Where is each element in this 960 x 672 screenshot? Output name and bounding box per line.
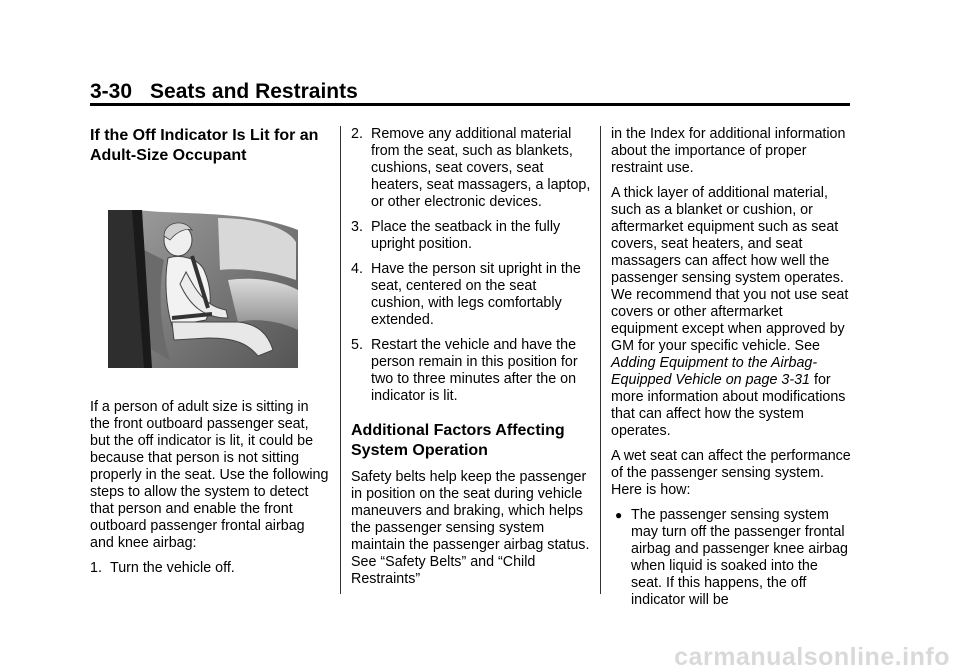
column-3	[611, 126, 851, 609]
step-text: Restart the vehicle and have the person remain in this position for two to three minutes after the on indicator is lit.	[371, 337, 578, 404]
heading-line-1: Additional Factors Affecting	[351, 422, 565, 439]
column-divider-2	[600, 126, 601, 594]
wet-seat-paragraph: A wet seat can affect the performance of the passenger sensing system. Here is how:	[611, 448, 851, 498]
step-text: Remove any additional material from the seat, such as blankets, cushions, seat covers, seat heaters, seat massagers, a laptop, or other electronic devices.	[371, 126, 591, 210]
heading-line-2: System Operation	[351, 442, 488, 459]
page-number: 3-30	[90, 80, 133, 103]
bullet-item	[611, 507, 851, 609]
watermark: carmanualsonline.info	[674, 643, 950, 671]
section-title: Seats and Restraints	[150, 80, 358, 103]
aftermarket-text: A thick layer of additional material, such as a blanket or cushion, or aftermarket equipment such as seat covers, seat heaters, and seat massagers can affect how well the passenger sensing system operates. We recommend that you not use seat covers or other aftermarket equipment except when approved by GM for your specific vehicle. See	[611, 185, 849, 354]
step-1	[90, 560, 330, 577]
header-rule	[90, 103, 850, 106]
step-number: 4.	[351, 261, 363, 277]
bullet-icon: ●	[615, 508, 623, 522]
heading-line-2: Adult-Size Occupant	[90, 147, 247, 164]
page-header	[90, 80, 850, 104]
step-number: 2.	[351, 126, 363, 142]
step-number: 3.	[351, 219, 363, 235]
step-4	[351, 261, 591, 329]
step-3	[351, 219, 591, 253]
step-text: Place the seatback in the fully upright position.	[371, 219, 561, 252]
column-divider-1	[340, 126, 341, 594]
seated-occupant-illustration	[108, 210, 298, 368]
step-2	[351, 126, 591, 211]
step-5	[351, 337, 591, 405]
intro-paragraph: If a person of adult size is sitting in the front outboard passenger seat, but the off indicator is lit, it could be because that person is not sitting properly in the seat. Use the following steps to allow the system to detect that person and enable the front outboard passenger frontal airbag and knee airbag:	[90, 399, 329, 551]
column-2	[351, 126, 591, 596]
aftermarket-text-end: for more information about modifications that can affect how the system operates.	[611, 372, 846, 439]
section-heading-off-indicator	[90, 126, 330, 166]
heading-line-1: If the Off Indicator Is Lit for an	[90, 127, 319, 144]
column-1	[90, 126, 330, 585]
cross-reference-link[interactable]: Adding Equipment to the Airbag-Equipped Vehicle on page 3-31	[611, 355, 818, 388]
step-number: 5.	[351, 337, 363, 353]
step-text: Have the person sit upright in the seat, centered on the seat cushion, with legs comfortably extended.	[371, 261, 581, 328]
safety-belts-paragraph: Safety belts help keep the passenger in position on the seat during vehicle maneuvers and braking, which helps the passenger sensing system maintain the passenger airbag status. See “Safety Belts” and “Child Restraints”	[351, 469, 590, 587]
step-text: Turn the vehicle off.	[110, 560, 235, 576]
aftermarket-paragraph	[611, 185, 851, 440]
section-heading-additional-factors	[351, 421, 591, 461]
step-number: 1.	[90, 560, 102, 576]
index-paragraph: in the Index for additional information about the importance of proper restraint use.	[611, 126, 846, 176]
bullet-text: The passenger sensing system may turn off the passenger frontal airbag and passenger knee airbag when liquid is soaked into the seat. If this happens, the off indicator will be	[631, 507, 848, 608]
